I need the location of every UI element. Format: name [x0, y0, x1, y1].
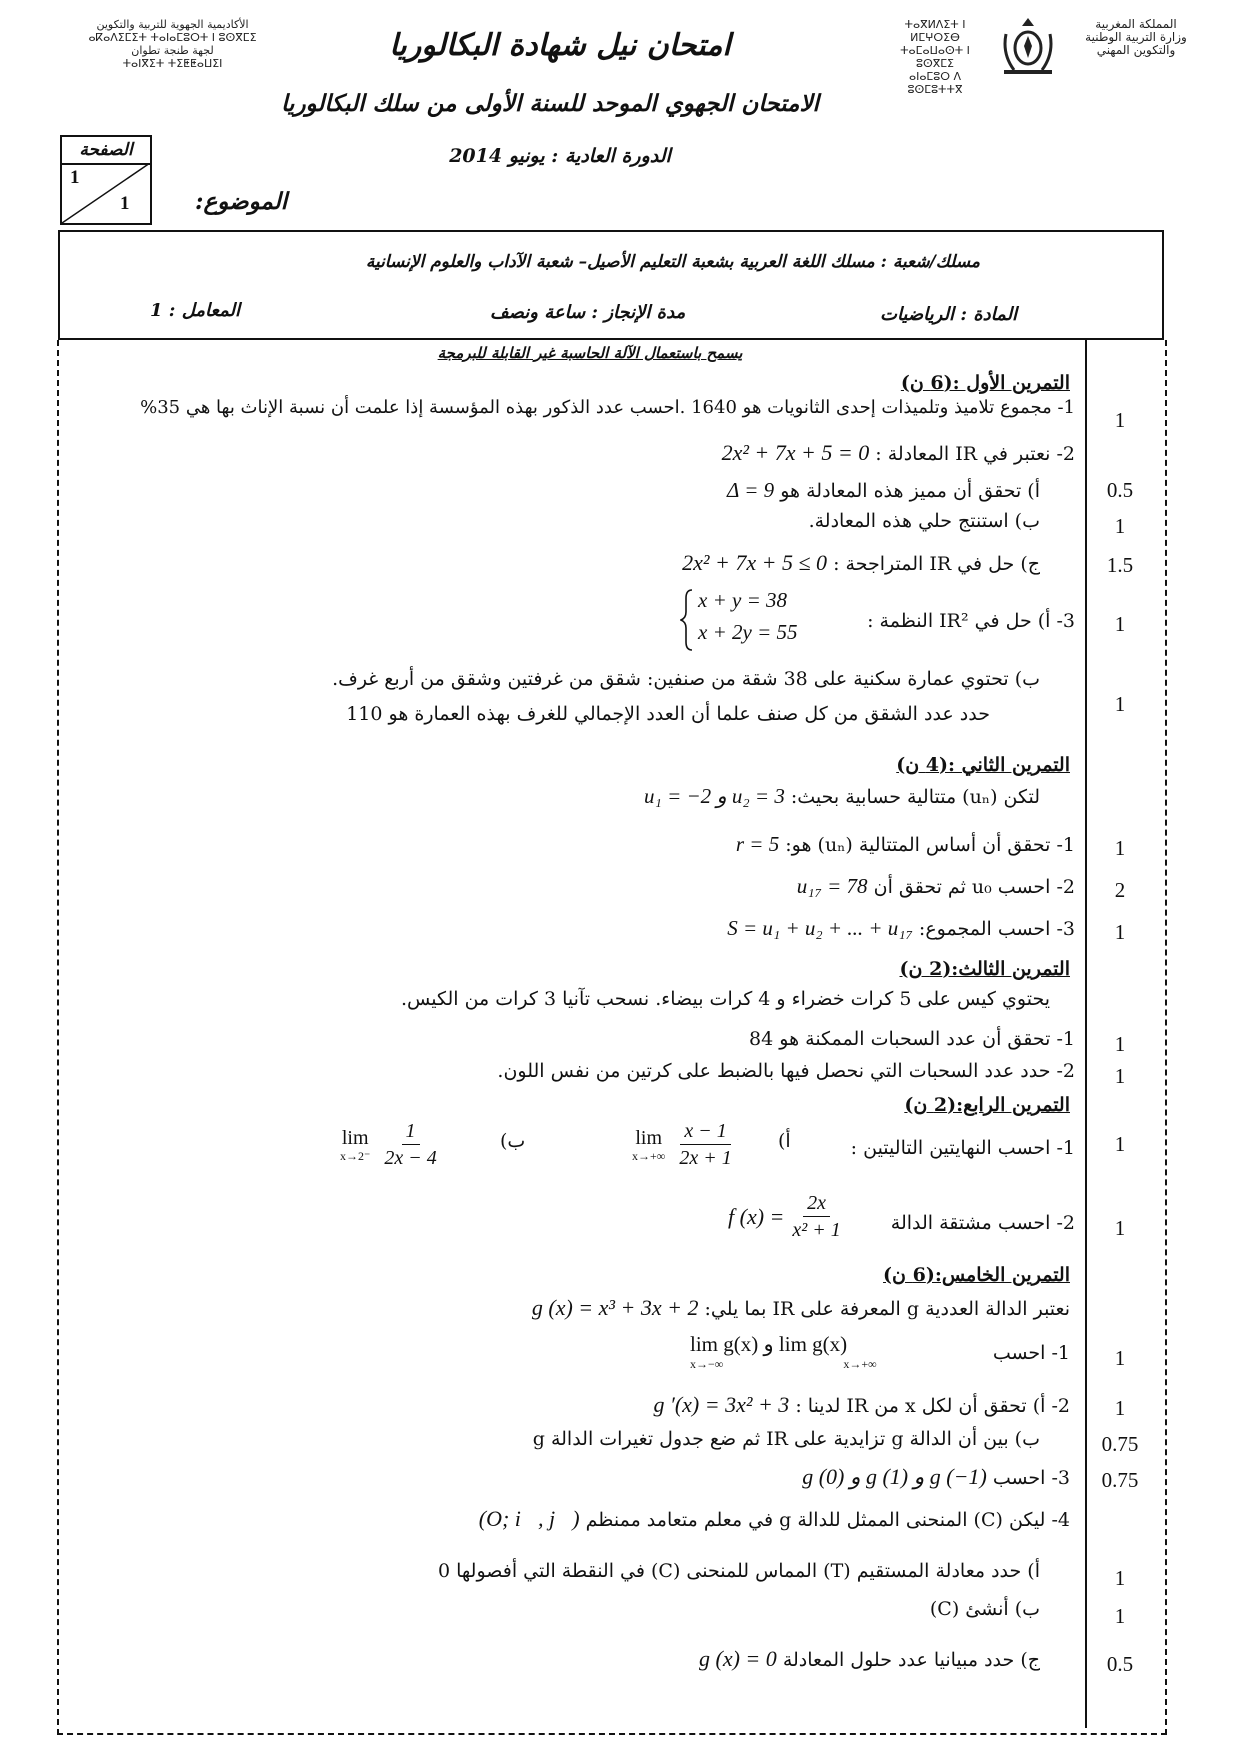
ex5-intro	[532, 1295, 1070, 1321]
score-ex5-q2b: 0.75	[1101, 1432, 1139, 1456]
ex2-title: التمرين الثاني :(4 ن)	[896, 754, 1070, 776]
limit-a-num: x − 1	[680, 1118, 730, 1145]
score-ex1-q1: 1	[1114, 408, 1126, 432]
ex1-q2c	[682, 550, 1040, 576]
ex2-q1-text: 1- تحقق أن أساس المتتالية (uₙ) هو:	[785, 834, 1075, 856]
ex3-title: التمرين الثالث:(2 ن)	[899, 958, 1070, 980]
score-ex3-q2: 1	[1114, 1064, 1126, 1088]
branch-line: مسلك/شعبة : مسلك اللغة العربية بشعبة التعليم الأصيل– شعبة الآداب والعلوم الإنسانية	[365, 252, 980, 272]
matter-label: المادة : الرياضيات	[880, 304, 1018, 325]
score-ex2-q1: 1	[1114, 836, 1126, 860]
ex2-intro-text: لتكن (uₙ) متتالية حسابية بحيث:	[790, 786, 1040, 808]
score-ex5-q4b: 1	[1114, 1604, 1126, 1628]
ex1-q2-text: 2- نعتبر في IR المعادلة :	[875, 443, 1075, 465]
score-ex5-q4c: 0.5	[1106, 1652, 1134, 1676]
ex5-q3-text: 3- احسب	[992, 1467, 1070, 1489]
score-ex5-q2a: 1	[1114, 1396, 1126, 1420]
ex5-q1: 1- احسب	[992, 1342, 1070, 1364]
f-den: x² + 1	[792, 1219, 841, 1241]
score-ex5-q4a: 1	[1114, 1566, 1126, 1590]
ministry-tif-3: ⴰⵏⴰⵎⵓⵔ ⴷ ⵓⵙⵎⵓⵜⵜⴳ	[907, 70, 963, 96]
ex5-q1-sub-minus: x→−∞	[690, 1357, 724, 1371]
ex5-q4c-text: ج) حدد مبيانيا عدد حلول المعادلة	[782, 1649, 1040, 1671]
score-ex3-q1: 1	[1114, 1032, 1126, 1056]
ex4-q1b-label: ب)	[500, 1130, 526, 1152]
academy-line-3: لجهة طنجة تطوان	[131, 44, 214, 57]
ex2-q3-text: 3- احسب المجموع:	[918, 918, 1075, 940]
ex5-title: التمرين الخامس:(6 ن)	[883, 1264, 1070, 1286]
ex5-q2a-text: 2- أ) تحقق أن لكل x من IR لدينا :	[795, 1395, 1070, 1417]
ex1-q2a-eq: Δ = 9	[727, 478, 775, 502]
score-ex2-q2: 2	[1114, 878, 1126, 902]
ex2-q3-eq: S = u₁ + u₂ + ... + u₁₇	[727, 916, 913, 940]
ex4-function-f	[728, 1190, 849, 1243]
ex3-q2: 2- حدد عدد السحبات التي نحصل فيها بالضبط على كرتين من نفس اللون.	[497, 1060, 1075, 1082]
calculator-note: يسمح باستعمال الآلة الحاسبة غير القابلة للبرمجة	[437, 344, 743, 362]
ex1-q3b-line2: حدد عدد الشقق من كل صنف علما أن العدد الإجمالي للغرف بهذه العمارة هو 110	[346, 703, 990, 725]
limit-b-num: 1	[402, 1118, 420, 1145]
ex2-q1-eq: r = 5	[735, 832, 780, 856]
ex3-q1: 1- تحقق أن عدد السحبات الممكنة هو 84	[749, 1028, 1075, 1050]
ex1-q2	[722, 440, 1075, 466]
score-ex5-q1: 1	[1114, 1346, 1126, 1370]
ex4-limit-a	[632, 1118, 740, 1171]
ex1-q2a	[727, 478, 1040, 503]
ex1-system-eq2: x + 2y = 55	[698, 620, 798, 644]
ex5-q1-eq: lim g(x) و lim g(x)	[690, 1332, 848, 1356]
coef-label: المعامل : 1	[150, 300, 241, 321]
ex2-q2-eq: u₁₇ = 78	[796, 874, 868, 898]
ministry-line-2: وزارة التربية الوطنية	[1085, 30, 1187, 44]
score-ex4-q1: 1	[1114, 1132, 1126, 1156]
ex5-q4	[479, 1506, 1070, 1532]
limit-b-den: 2x − 4	[384, 1147, 437, 1169]
academy-line-2: ⴰⴽⴰⴷⵉⵎⵉⵜ ⵜⴰⵏⴰⵎⵓⵔⵜ ⵏ ⵓⵙⴳⵎⵉ	[88, 31, 257, 44]
ex1-q3a: 3- أ) حل في IR² النظمة :	[867, 610, 1075, 632]
limit-a-sub: x→+∞	[632, 1149, 666, 1163]
ex1-q2c-eq: 2x² + 7x + 5 ≤ 0	[682, 550, 828, 575]
page-current: 1	[70, 167, 80, 188]
f-num: 2x	[803, 1190, 830, 1217]
ex4-limit-b	[340, 1118, 445, 1171]
score-ex5-q3: 0.75	[1101, 1468, 1139, 1492]
limit-a-op: lim	[635, 1127, 662, 1149]
limit-b-op: lim	[341, 1127, 369, 1149]
ex1-q2-eq: 2x² + 7x + 5 = 0	[721, 440, 870, 465]
ex5-q2b: ب) بين أن الدالة g تزايدية على IR ثم ضع جدول تغيرات الدالة g	[532, 1428, 1040, 1450]
ex3-intro: يحتوي كيس على 5 كرات خضراء و 4 كرات بيضاء. نسحب تآنيا 3 كرات من الكيس.	[400, 988, 1050, 1010]
ex2-q2-text: 2- احسب u₀ ثم تحقق أن	[873, 876, 1075, 898]
ex1-q2c-text: ج) حل في IR المتراجحة :	[833, 553, 1040, 575]
ex4-title: التمرين الرابع:(2 ن)	[904, 1094, 1070, 1116]
exam-title: امتحان نيل شهادة البكالوريا	[389, 28, 731, 63]
ex1-system-eq1: x + y = 38	[698, 588, 787, 612]
ex4-q2: 2- احسب مشتقة الدالة	[890, 1212, 1075, 1234]
ex5-q2a-eq: g ′(x) = 3x² + 3	[653, 1392, 790, 1417]
f-lhs: f (x) =	[728, 1203, 785, 1229]
ministry-tif-2: ⵜⴰⵎⴰⵡⴰⵙⵜ ⵏ ⵓⵙⴳⵎⵉ	[900, 44, 970, 70]
page-label: الصفحة	[62, 137, 150, 165]
ex1-q3b-line1: ب) تحتوي عمارة سكنية على 38 شقة من صنفين: شقق من غرفتين وشقق من أربع غرف.	[332, 668, 1040, 690]
ex5-q2a	[654, 1392, 1070, 1418]
ex5-q1-sub-plus: x→+∞	[843, 1357, 877, 1371]
limit-b-sub: x→2⁻	[340, 1149, 371, 1163]
ex5-q4-text: 4- ليكن (C) المنحنى الممثل للدالة g في معلم متعامد ممنظم	[585, 1509, 1070, 1531]
score-ex1-q3a: 1	[1114, 612, 1126, 636]
ex1-q1: 1- مجموع تلاميذ وتلميذات إحدى الثانويات هو 1640 .احسب عدد الذكور بهذه المؤسسة إذا علمت أن نسبة الإناث بها هي 35%	[140, 397, 1075, 418]
ministry-line-1: المملكة المغربية	[1095, 17, 1177, 31]
score-ex4-q2: 1	[1114, 1216, 1126, 1240]
ex2-intro	[644, 784, 1040, 809]
ex4-q1a-label: أ)	[778, 1130, 791, 1152]
academy-line-1: الأكاديمية الجهوية للتربية والتكوين	[96, 18, 249, 31]
ex5-q4c-eq: g (x) = 0	[699, 1646, 777, 1671]
ex5-q1-limits	[690, 1332, 877, 1372]
ex2-intro-eq: u₁ = −2 و u₂ = 3	[644, 784, 785, 808]
ministry-line-3: والتكوين المهني	[1096, 43, 1176, 57]
exam-subtitle: الامتحان الجهوي الموحد للسنة الأولى من سلك البكالوريا	[281, 90, 819, 117]
score-ex1-q3b: 1	[1114, 692, 1126, 716]
score-ex1-q2a: 0.5	[1106, 478, 1134, 502]
ex5-q4c	[699, 1646, 1040, 1672]
duration-label: مدة الإنجاز : ساعة ونصف	[490, 302, 686, 323]
academy-logo	[30, 18, 315, 70]
ex5-q3-eq: g (0) و g (1) و g (−1)	[802, 1464, 987, 1489]
limit-a-den: 2x + 1	[679, 1147, 732, 1169]
ex5-q4-eq: (O; i⃗, j⃗)	[478, 1506, 580, 1531]
ex1-title: التمرين الأول :(6 ن)	[900, 372, 1070, 394]
score-ex1-q2b: 1	[1114, 514, 1126, 538]
ex1-q2b: ب) استنتج حلي هذه المعادلة.	[808, 510, 1040, 532]
academy-line-4: ⵜⴰⵏⴳⵉⵜ ⵜⵉⵟⵟⴰⵡⵉⵏ	[122, 57, 223, 70]
ex2-q3	[727, 916, 1075, 941]
coat-of-arms-icon	[998, 14, 1058, 80]
ex2-q2	[797, 874, 1075, 899]
ex5-intro-eq: g (x) = x³ + 3x + 2	[531, 1295, 699, 1320]
subject-label: الموضوع:	[195, 188, 288, 215]
ministry-logo	[880, 14, 1210, 96]
ex5-q4a: أ) حدد معادلة المستقيم (T) المماس للمنحنى (C) في النقطة التي أفصولها 0	[437, 1560, 1040, 1582]
score-ex1-q2c: 1.5	[1106, 553, 1134, 577]
ministry-tif-1: ⵜⴰⴳⵍⴷⵉⵜ ⵏ ⵍⵎⵖⵔⵉⴱ	[904, 18, 966, 44]
ex5-q3	[802, 1464, 1070, 1490]
page-total: 1	[120, 193, 130, 214]
ex2-q1	[736, 832, 1075, 857]
ex5-q4b: ب) أنشئ (C)	[929, 1598, 1040, 1620]
ex5-intro-text: نعتبر الدالة العددية g المعرفة على IR بما يلي:	[704, 1298, 1070, 1320]
exam-session: الدورة العادية : يونيو 2014	[449, 145, 671, 167]
ex1-q2a-text: أ) تحقق أن مميز هذه المعادلة هو	[780, 480, 1040, 502]
score-ex2-q3: 1	[1114, 920, 1126, 944]
page-number-box	[60, 135, 152, 225]
ex4-q1: 1- احسب النهايتين التاليتين :	[850, 1137, 1075, 1159]
